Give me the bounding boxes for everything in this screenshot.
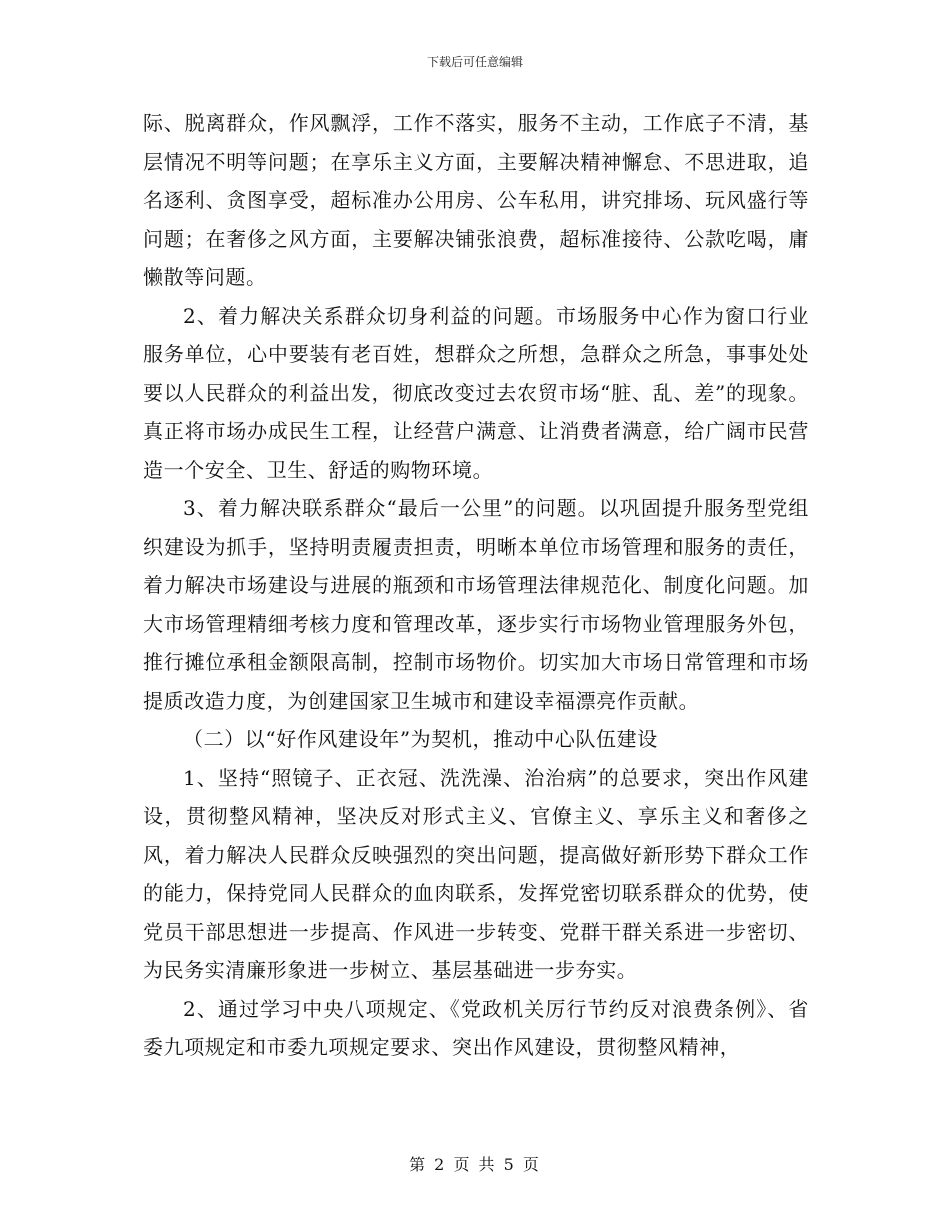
paragraph-continuation: 际、脱离群众，作风飘浮，工作不落实，服务不主动，工作底子不清，基层情况不明等问题；在享乐主义方面，主要解决精神懈怠、不思进取，追名逐利、贪图享受，超标准办公用房、公车私用，讲究排场、玩风盛行等问题；在奢侈之风方面，主要解决铺张浪费，超标准接待、公款吃喝，庸懒散等问题。 xyxy=(143,111,809,289)
page-header: 下载后可任意编辑 xyxy=(426,55,523,69)
paragraph-item-2: 2、着力解决关系群众切身利益的问题。市场服务中心作为窗口行业服务单位，心中要装有老百姓，想群众之所想，急群众之所急，事事处处要以人民群众的利益出发，彻底改变过去农贸市场“脏、乱、差”的现象。真正将市场办成民生工程，让经营户满意、让消费者满意，给广阔市民营造一个安全、卫生、舒适的购物环境。 xyxy=(143,303,809,482)
paragraph-item-2b: 2、通过学习中央八项规定、《党政机关厉行节约反对浪费条例》、省委九项规定和市委九项规定要求、突出作风建设，贯彻整风精神， xyxy=(143,996,809,1059)
paragraph-item-1: 1、坚持“照镜子、正衣冠、洗洗澡、治治病”的总要求，突出作风建设，贯彻整风精神，坚决反对形式主义、官僚主义、享乐主义和奢侈之风，着力解决人民群众反映强烈的突出问题，提高做好新形势下群众工作的能力，保持党同人民群众的血肉联系，发挥党密切联系群众的优势，使党员干部思想进一步提高、作风进一步转变、党群干群关系进一步密切、为民务实清廉形象进一步树立、基层基础进一步夯实。 xyxy=(143,765,809,982)
document-body xyxy=(143,104,809,1067)
page-footer: 第 2 页 共 5 页 xyxy=(409,1155,541,1174)
section-heading: （二）以“好作风建设年”为契机，推动中心队伍建设 xyxy=(183,727,658,751)
paragraph-item-3: 3、着力解决联系群众“最后一公里”的问题。以巩固提升服务型党组织建设为抓手，坚持明责履责担责，明晰本单位市场管理和服务的责任，着力解决市场建设与进展的瓶颈和市场管理法律规范化、制度化问题。加大市场管理精细考核力度和管理改革，逐步实行市场物业管理服务外包，推行摊位承租金额限高制，控制市场物价。切实加大市场日常管理和市场提质改造力度，为创建国家卫生城市和建设幸福漂亮作贡献。 xyxy=(143,496,809,713)
